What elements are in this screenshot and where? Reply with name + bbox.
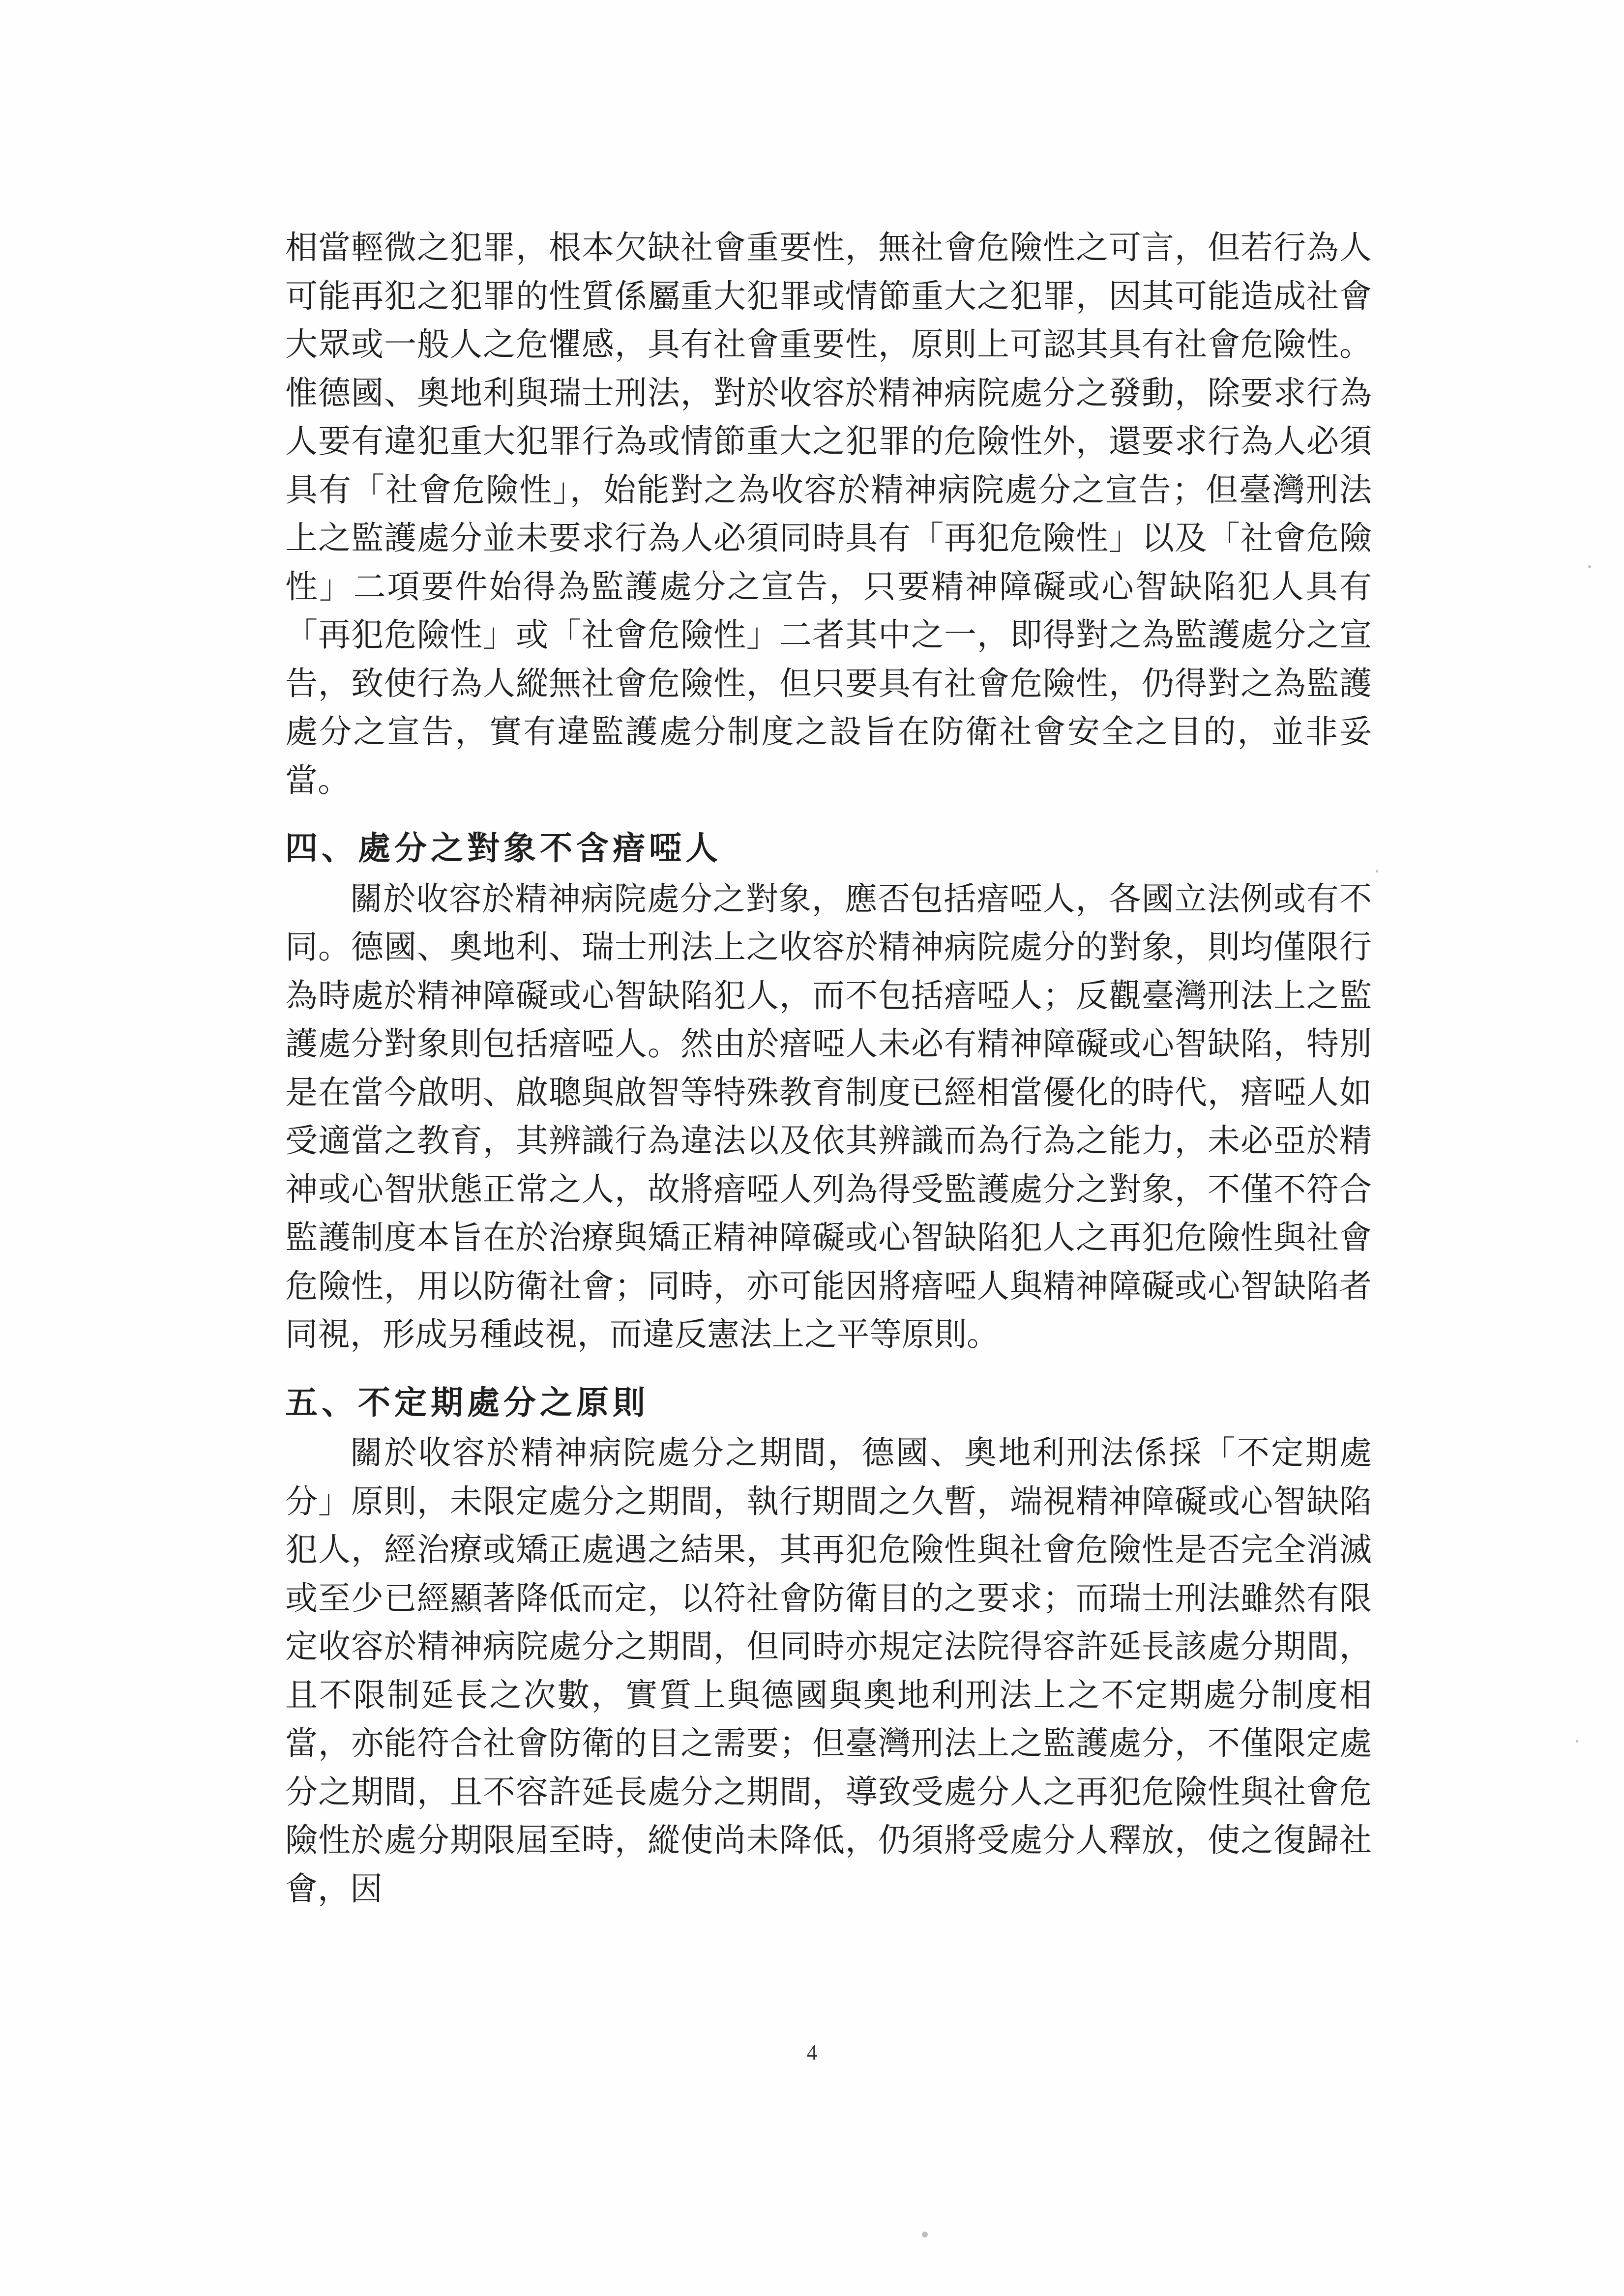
scan-speck xyxy=(1576,1740,1578,1743)
scan-speck xyxy=(1376,870,1378,872)
page-number: 4 xyxy=(806,2040,818,2064)
scan-speck xyxy=(1588,565,1591,568)
paragraph-social-danger: 相當輕微之犯罪，根本欠缺社會重要性，無社會危險性之可言，但若行為人可能再犯之犯罪的性質係屬重大犯罪或情節重大之犯罪，因其可能造成社會大眾或一般人之危懼感，具有社會重要性，原則上可認其具有社會危險性。惟德國、奧地利與瑞士刑法，對於收容於精神病院處分之發動，除要求行為人要有違犯重大犯罪行為或情節重大之犯罪的危險性外，還要求行為人必須具有「社會危險性」，始能對之為收容於精神病院處分之宣告；但臺灣刑法上之監護處分並未要求行為人必須同時具有「再犯危險性」以及「社會危險性」二項要件始得為監護處分之宣告，只要精神障礙或心智缺陷犯人具有「再犯危險性」或「社會危險性」二者其中之一，即得對之為監護處分之宣告，致使行為人縱無社會危險性，但只要具有社會危險性，仍得對之為監護處分之宣告，實有違監護處分制度之設旨在防衛社會安全之目的，並非妥當。 xyxy=(285,229,1372,799)
scan-speck xyxy=(922,2232,928,2238)
paragraph-indeterminate-disposition: 關於收容於精神病院處分之期間，德國、奧地利刑法係採「不定期處分」原則，未限定處分之期間，執行期間之久暫，端視精神障礙或心智缺陷犯人，經治療或矯正處遇之結果，其再犯危險性與社會危險性是否完全消滅或至少已經顯著降低而定，以符社會防衛目的之要求；而瑞士刑法雖然有限定收容於精神病院處分之期間，但同時亦規定法院得容許延長該處分期間，且不限制延長之次數，實質上與德國與奧地利刑法上之不定期處分制度相當，亦能符合社會防衛的目之需要；但臺灣刑法上之監護處分，不僅限定處分之期間，且不容許延長處分之期間，導致受處分人之再犯危險性與社會危險性於處分期限屆至時，縱使尚未降低，仍須將受處分人釋放，使之復歸社會，因 xyxy=(285,1434,1372,1908)
section-heading-4: 四、處分之對象不含瘖啞人 xyxy=(285,829,722,867)
document-body xyxy=(285,224,1372,1913)
paragraph-deaf-mute-subjects: 關於收容於精神病院處分之對象，應否包括瘖啞人，各國立法例或有不同。德國、奧地利、瑞士刑法上之收容於精神病院處分的對象，則均僅限行為時處於精神障礙或心智缺陷犯人，而不包括瘖啞人；反觀臺灣刑法上之監護處分對象則包括瘖啞人。然由於瘖啞人未必有精神障礙或心智缺陷，特別是在當今啟明、啟聰與啟智等特殊教育制度已經相當優化的時代，瘖啞人如受適當之教育，其辨識行為違法以及依其辨識而為行為之能力，未必亞於精神或心智狀態正常之人，故將瘖啞人列為得受監護處分之對象，不僅不符合監護制度本旨在於治療與矯正精神障礙或心智缺陷犯人之再犯危險性與社會危險性，用以防衛社會；同時，亦可能因將瘖啞人與精神障礙或心智缺陷者同視，形成另種歧視，而違反憲法上之平等原則。 xyxy=(285,879,1372,1353)
section-heading-5: 五、不定期處分之原則 xyxy=(285,1383,649,1422)
